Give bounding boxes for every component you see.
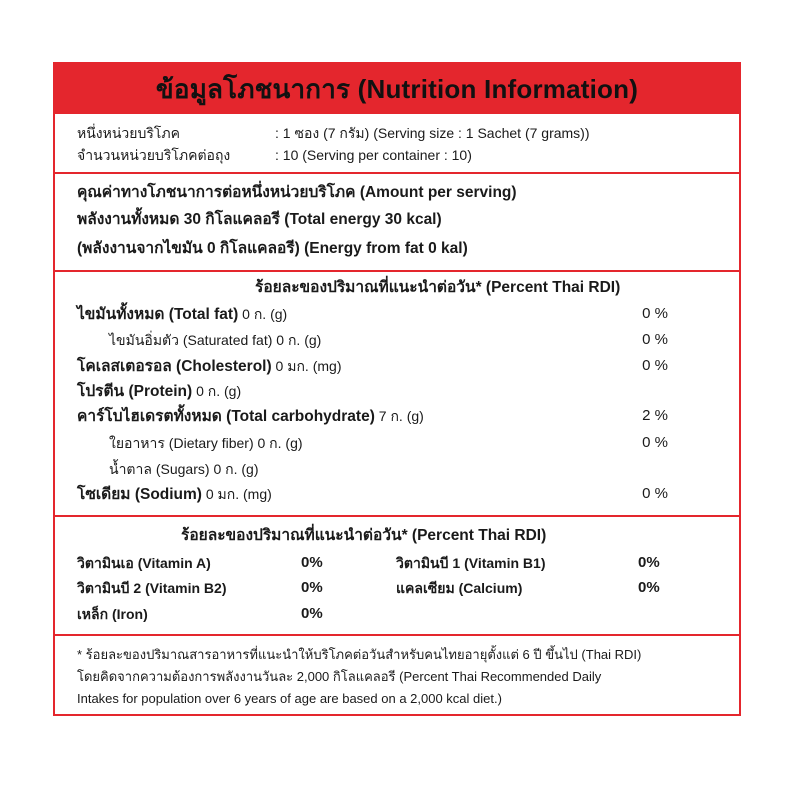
vitamins-header: ร้อยละของปริมาณที่แนะนำต่อวัน* (Percent Thai RDI) <box>181 527 547 544</box>
amount-per-serving: คุณค่าทางโภชนาการต่อหนึ่งหน่วยบริโภค (Amount per serving) <box>77 184 517 201</box>
nutrient-pct: 0 % <box>642 485 668 502</box>
nutrient-amount: 0 ก. (g) <box>257 435 303 451</box>
nutrient-row <box>77 485 272 504</box>
divider <box>55 634 739 636</box>
nutrient-row <box>77 305 287 324</box>
nutrient-name: โปรตีน (Protein) <box>77 383 193 400</box>
nutrient-amount: 0 ก. (g) <box>213 461 259 477</box>
nutrient-name: น้ำตาล (Sugars) <box>109 461 210 477</box>
nutrient-name: โคเลสเตอรอล (Cholesterol) <box>77 358 272 375</box>
nutrient-amount: 0 มก. (mg) <box>275 358 342 374</box>
nutrient-pct: 0 % <box>642 305 668 322</box>
vitamin-pct: 0% <box>638 554 660 571</box>
vitamin-name: เหล็ก (Iron) <box>77 606 148 622</box>
vitamin-name: แคลเซียม (Calcium) <box>396 580 523 596</box>
total-energy: พลังงานทั้งหมด 30 กิโลแคลอรี (Total energy 30 kcal) <box>77 211 442 228</box>
divider <box>55 270 739 272</box>
label-title: ข้อมูลโภชนาการ (Nutrition Information) <box>155 73 639 104</box>
nutrition-label <box>53 62 741 716</box>
nutrient-row <box>109 460 258 478</box>
nutrient-pct: 2 % <box>642 407 668 424</box>
footnote-line-1: * ร้อยละของปริมาณสารอาหารที่แนะนำให้บริโภคต่อวันสำหรับคนไทยอายุตั้งแต่ 6 ปี ขึ้นไป (Thai RDI) <box>77 647 642 662</box>
vitamin-pct: 0% <box>301 554 323 571</box>
vitamin-name: วิตามินเอ (Vitamin A) <box>77 555 211 571</box>
nutrient-name: ใยอาหาร (Dietary fiber) <box>109 435 254 451</box>
label-title-bar <box>55 64 739 114</box>
nutrient-row <box>77 357 341 376</box>
nutrient-amount: 0 ก. (g) <box>276 332 322 348</box>
vitamin-name: วิตามินบี 2 (Vitamin B2) <box>77 580 227 596</box>
footnote-line-2: โดยคิดจากความต้องการพลังงานวันละ 2,000 กิโลแคลอรี (Percent Thai Recommended Daily <box>77 669 602 684</box>
energy-from-fat: (พลังงานจากไขมัน 0 กิโลแคลอรี) (Energy from fat 0 kal) <box>77 240 468 257</box>
servings-per-container-label: จำนวนหน่วยบริโภคต่อถุง <box>77 147 231 163</box>
nutrient-row <box>109 434 303 452</box>
nutrient-name: คาร์โบไฮเดรตทั้งหมด (Total carbohydrate) <box>77 408 375 425</box>
divider <box>55 515 739 517</box>
footnote-line-3: Intakes for population over 6 years of age are based on a 2,000 kcal diet.) <box>77 691 502 706</box>
divider <box>55 172 739 174</box>
serving-size-value: : 1 ซอง (7 กรัม) (Serving size : 1 Sachet (7 grams)) <box>275 125 590 141</box>
nutrient-row <box>77 407 424 426</box>
nutrient-name: ไขมันอิ่มตัว (Saturated fat) <box>109 332 273 348</box>
vitamin-pct: 0% <box>301 605 323 622</box>
nutrient-pct: 0 % <box>642 434 668 451</box>
nutrient-amount: 0 ก. (g) <box>242 306 288 322</box>
nutrient-row <box>77 382 241 401</box>
nutrient-amount: 0 มก. (mg) <box>205 486 272 502</box>
nutrient-row <box>109 331 321 349</box>
rdi-header: ร้อยละของปริมาณที่แนะนำต่อวัน* (Percent Thai RDI) <box>255 279 621 296</box>
servings-per-container-value: : 10 (Serving per container : 10) <box>275 147 472 163</box>
nutrient-amount: 0 ก. (g) <box>196 383 242 399</box>
serving-size-label: หนึ่งหน่วยบริโภค <box>77 125 181 141</box>
vitamin-name: วิตามินบี 1 (Vitamin B1) <box>396 555 546 571</box>
vitamin-pct: 0% <box>638 579 660 596</box>
nutrient-pct: 0 % <box>642 357 668 374</box>
nutrient-name: โซเดียม (Sodium) <box>77 486 202 503</box>
vitamin-pct: 0% <box>301 579 323 596</box>
nutrient-amount: 7 ก. (g) <box>378 408 424 424</box>
nutrient-name: ไขมันทั้งหมด (Total fat) <box>77 306 239 323</box>
nutrient-pct: 0 % <box>642 331 668 348</box>
